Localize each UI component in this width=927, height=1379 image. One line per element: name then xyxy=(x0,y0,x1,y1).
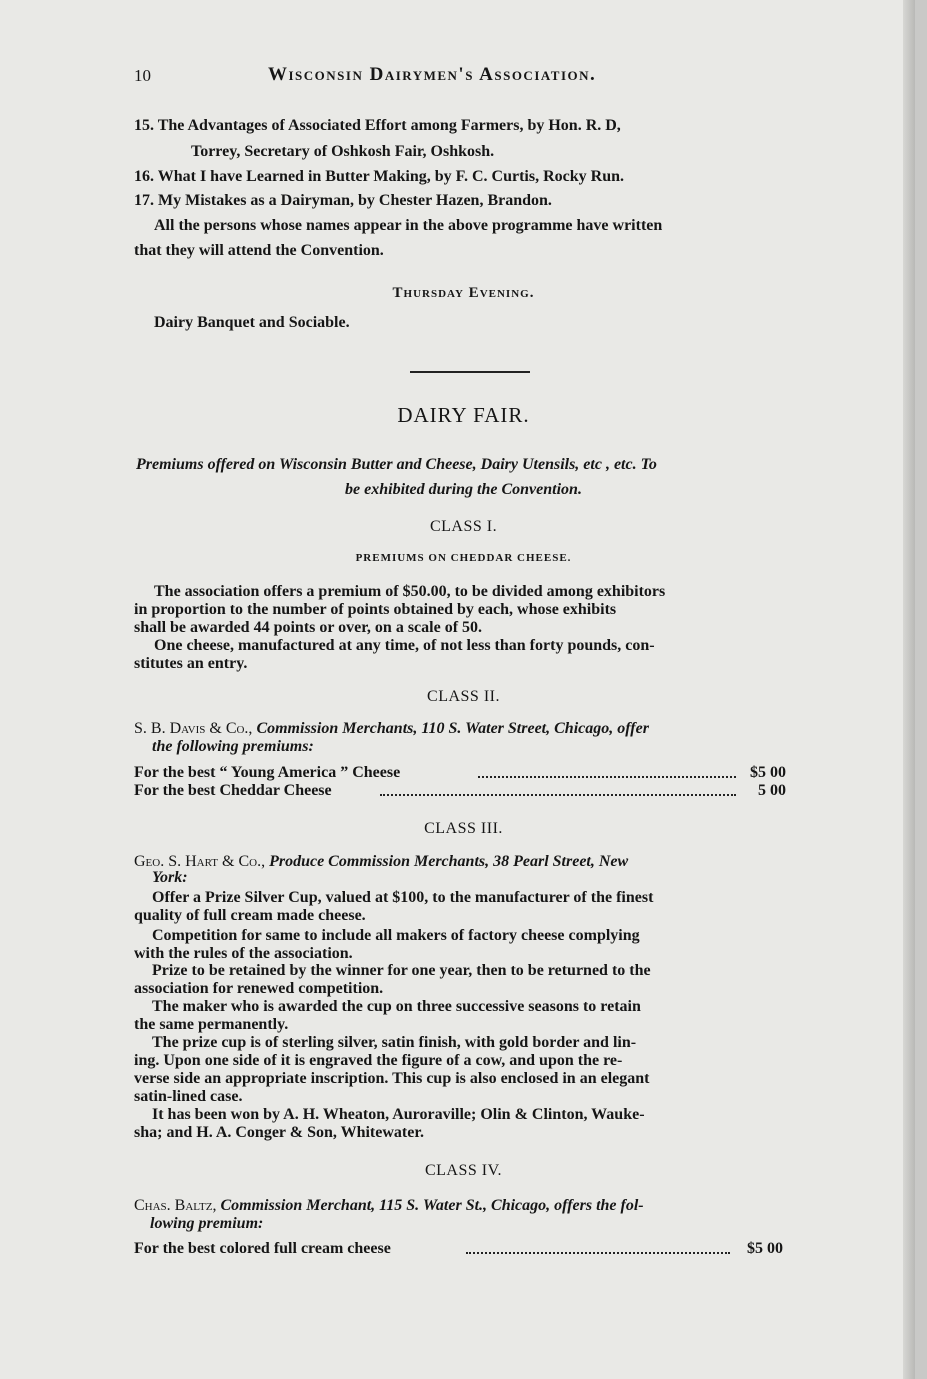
class1-line: One cheese, manufactured at any time, of not less than forty pounds, con- xyxy=(154,637,655,654)
class3-line: Prize to be retained by the winner for one year, then to be returned to the xyxy=(152,962,651,979)
class3-line: verse side an appropriate inscription. This cup is also enclosed in an elegant xyxy=(134,1070,650,1087)
class3-line: quality of full cream made cheese. xyxy=(134,907,366,924)
class4-title: CLASS IV. xyxy=(424,1162,503,1179)
class3-line: sha; and H. A. Conger & Son, Whitewater. xyxy=(134,1124,424,1141)
dairy-fair-title: DAIRY FAIR. xyxy=(397,403,530,427)
class1-line: in proportion to the number of points obtained by each, whose exhibits xyxy=(134,601,617,618)
class1-subtitle: PREMIUMS ON CHEDDAR CHEESE. xyxy=(355,552,572,564)
dot-leader xyxy=(380,794,736,796)
dot-leader xyxy=(466,1252,730,1254)
class4-sponsor xyxy=(134,1197,644,1215)
evening-text: Dairy Banquet and Sociable. xyxy=(154,314,350,331)
class1-line: shall be awarded 44 points or over, on a scale of 50. xyxy=(134,619,483,636)
class2-sponsor-rest: Commission Merchants, 110 S. Water Street, Chicago, offer xyxy=(256,720,649,737)
class2-sponsor-name: S. B. Davis & Co., xyxy=(134,720,253,737)
class2-title: CLASS II. xyxy=(427,688,500,705)
class3-title: CLASS III. xyxy=(424,820,503,837)
class1-line: stitutes an entry. xyxy=(134,655,248,672)
programme-item-15: 15. The Advantages of Associated Effort among Farmers, by Hon. R. D, xyxy=(134,117,621,134)
class2-premium-label: For the best Cheddar Cheese xyxy=(134,782,332,799)
dairy-fair-intro-line2: be exhibited during the Convention. xyxy=(345,481,582,498)
class3-line: The prize cup is of sterling silver, satin finish, with gold border and lin- xyxy=(152,1034,637,1051)
class1-title: CLASS I. xyxy=(429,518,498,535)
class3-sponsor-rest: Produce Commission Merchants, 38 Pearl Street, New xyxy=(269,853,629,870)
class3-line: ing. Upon one side of it is engraved the figure of a cow, and upon the re- xyxy=(134,1052,623,1069)
class3-line: The maker who is awarded the cup on three successive seasons to retain xyxy=(152,998,641,1015)
class3-sponsor-line2: York: xyxy=(152,869,188,886)
page-number: 10 xyxy=(134,66,151,85)
section-divider xyxy=(410,371,530,373)
class3-line: with the rules of the association. xyxy=(134,945,353,962)
class2-premium-amount: $5 00 xyxy=(750,764,786,781)
dot-leader xyxy=(478,776,736,778)
class4-sponsor-name: Chas. Baltz, xyxy=(134,1197,217,1214)
class2-sponsor xyxy=(134,720,649,738)
class3-line: the same permanently. xyxy=(134,1016,289,1033)
programme-note-line1: All the persons whose names appear in the above programme have written xyxy=(154,217,663,234)
class3-line: association for renewed competition. xyxy=(134,980,384,997)
class4-premium-amount: $5 00 xyxy=(747,1240,783,1257)
class4-sponsor-line2: lowing premium: xyxy=(150,1215,264,1232)
running-title: Wisconsin Dairymen's Association. xyxy=(268,64,597,85)
class2-premium-label: For the best “ Young America ” Cheese xyxy=(134,764,401,781)
evening-heading: Thursday Evening. xyxy=(392,285,535,301)
class3-sponsor-name: Geo. S. Hart & Co., xyxy=(134,853,266,870)
class1-line: The association offers a premium of $50.00, to be divided among exhibitors xyxy=(154,583,666,600)
class2-premium-amount: 5 00 xyxy=(758,782,786,799)
class3-line: satin-lined case. xyxy=(134,1088,243,1105)
class3-line: Competition for same to include all makers of factory cheese complying xyxy=(152,927,640,944)
class2-sponsor-line2: the following premiums: xyxy=(152,738,314,755)
programme-item-15-cont: Torrey, Secretary of Oshkosh Fair, Oshkosh. xyxy=(191,143,495,160)
class4-premium-label: For the best colored full cream cheese xyxy=(134,1240,391,1257)
class4-sponsor-rest: Commission Merchant, 115 S. Water St., Chicago, offers the fol- xyxy=(220,1197,644,1214)
class3-sponsor xyxy=(134,853,628,871)
programme-item-17: 17. My Mistakes as a Dairyman, by Chester Hazen, Brandon. xyxy=(134,192,552,209)
programme-note-line2: that they will attend the Convention. xyxy=(134,242,384,259)
class3-line: Offer a Prize Silver Cup, valued at $100, to the manufacturer of the finest xyxy=(152,889,654,906)
programme-item-16: 16. What I have Learned in Butter Making, by F. C. Curtis, Rocky Run. xyxy=(134,168,624,185)
dairy-fair-intro-line1: Premiums offered on Wisconsin Butter and Cheese, Dairy Utensils, etc , etc. To xyxy=(136,456,657,473)
class3-line: It has been won by A. H. Wheaton, Auroraville; Olin & Clinton, Wauke- xyxy=(152,1106,645,1123)
